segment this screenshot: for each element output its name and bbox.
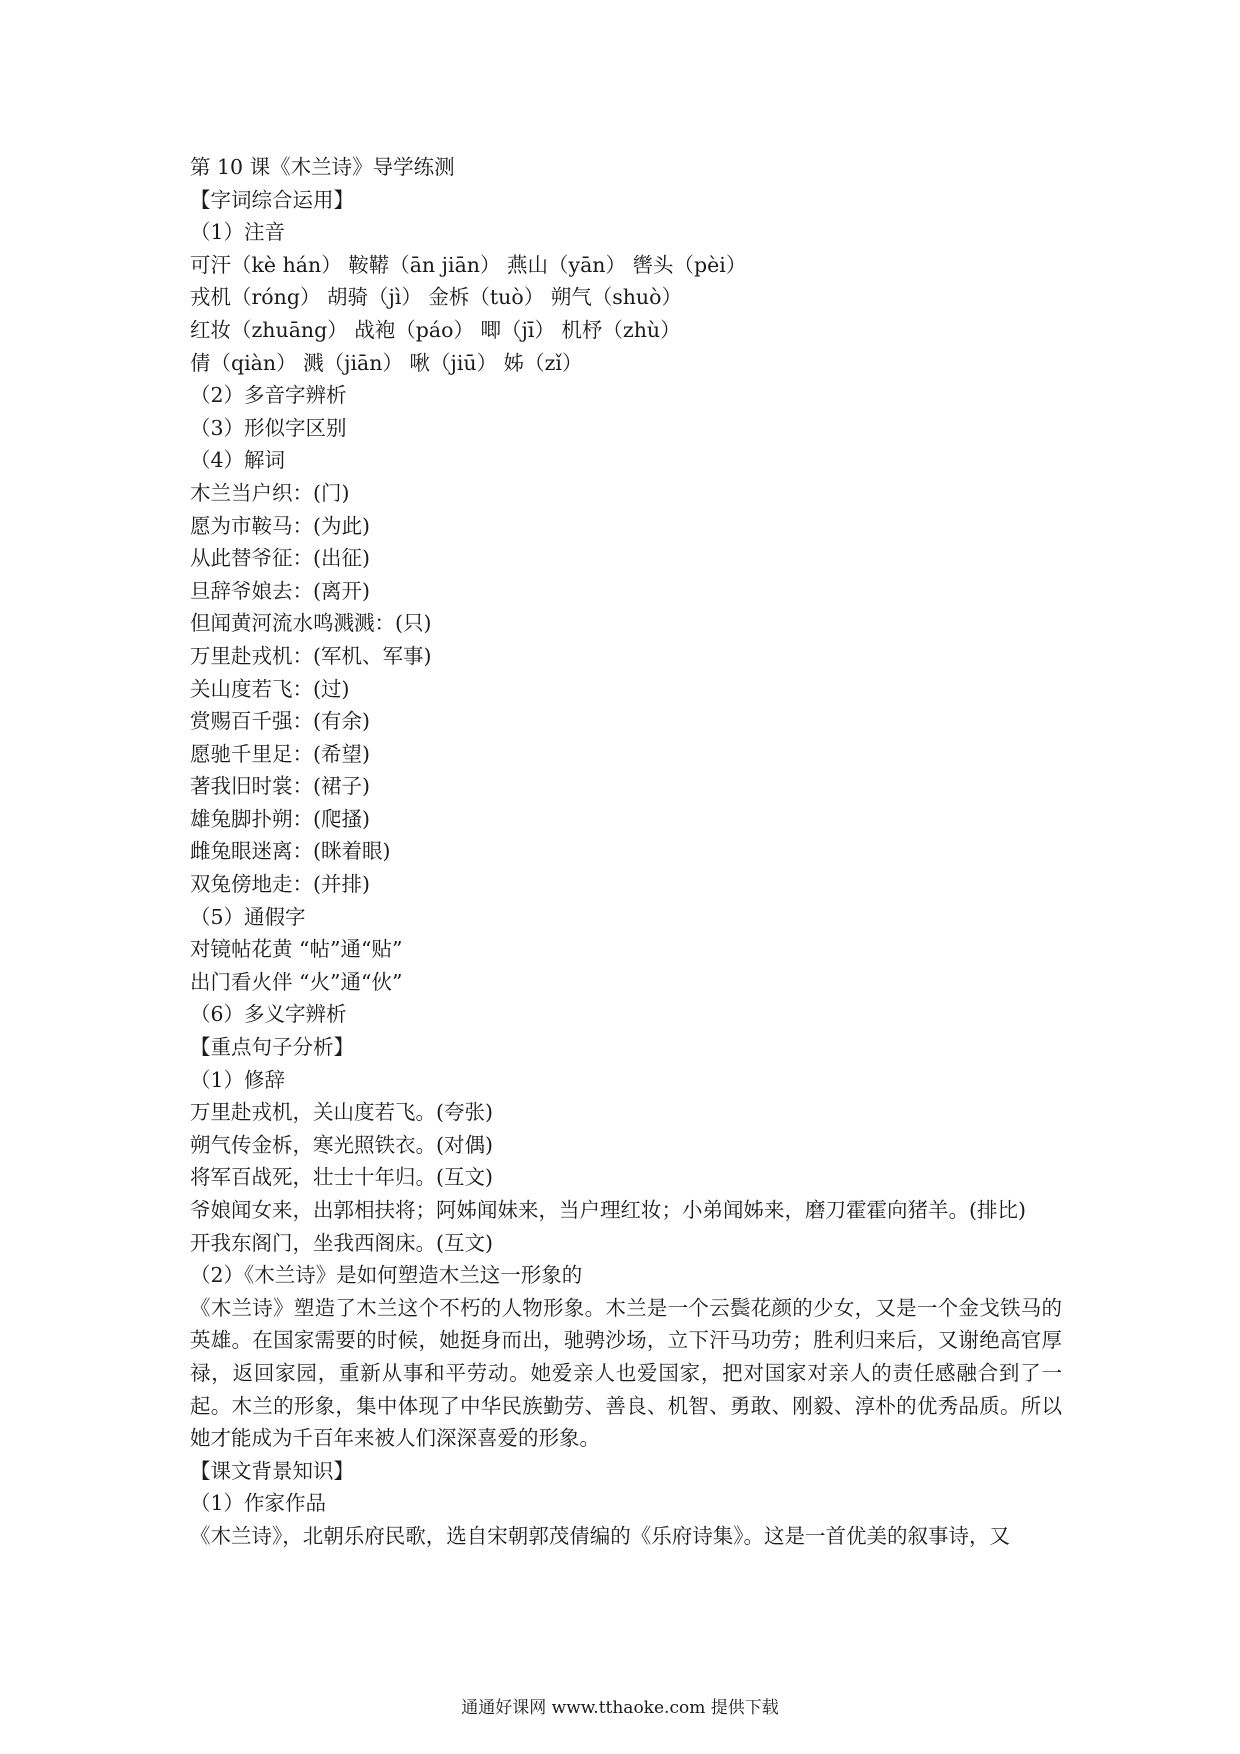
document-body	[190, 151, 1062, 1553]
word-meaning-item: 从此替爷征：(出征)	[190, 546, 370, 571]
subheading-interchangeable-chars: （5）通假字	[190, 904, 306, 929]
subheading-word-meaning: （4）解词	[190, 448, 286, 473]
page-footer: 通通好课网 www.tthaoke.com 提供下载	[461, 1698, 779, 1718]
author-works-paragraph: 《木兰诗》，北朝乐府民歌，选自宋朝郭茂倩编的《乐府诗集》。这是一首优美的叙事诗，又	[190, 1523, 1010, 1548]
rhetoric-item: 朔气传金柝，寒光照铁衣。(对偶)	[190, 1132, 493, 1157]
interchangeable-char-item: 出门看火伴 “火”通“伙”	[190, 969, 403, 994]
pinyin-line: 可汗（kè hán） 鞍鞯（ān jiān） 燕山（yān） 辔头（pèi）	[190, 252, 747, 277]
lesson-title: 第 10 课《木兰诗》导学练测	[190, 155, 455, 179]
word-meaning-item: 木兰当户织：(门)	[190, 480, 350, 505]
word-meaning-item: 关山度若飞：(过)	[190, 676, 350, 701]
subheading-author-works: （1）作家作品	[190, 1491, 327, 1516]
subheading-character-image: （2）《木兰诗》是如何塑造木兰这一形象的	[190, 1263, 583, 1288]
word-meaning-item: 雌兔眼迷离：(眯着眼)	[190, 839, 391, 864]
word-meaning-item: 赏赐百千强：(有余)	[190, 709, 370, 734]
rhetoric-item: 将军百战死，壮士十年归。(互文)	[190, 1165, 493, 1190]
section-heading-key-sentences: 【重点句子分析】	[190, 1035, 354, 1060]
subheading-polysemy: （6）多义字辨析	[190, 1002, 347, 1027]
subheading-polyphones: （2）多音字辨析	[190, 383, 347, 408]
word-meaning-item: 万里赴戎机：(军机、军事)	[190, 643, 432, 668]
pinyin-line: 倩（qiàn） 溅（jiān） 啾（jiū） 姊（zǐ）	[190, 350, 583, 375]
subheading-rhetoric: （1）修辞	[190, 1067, 286, 1092]
rhetoric-item: 开我东阁门，坐我西阁床。(互文)	[190, 1230, 493, 1255]
word-meaning-item: 旦辞爷娘去：(离开)	[190, 578, 370, 603]
word-meaning-item: 但闻黄河流水鸣溅溅：(只)	[190, 611, 432, 636]
pinyin-line: 戎机（róng） 胡骑（jì） 金柝（tuò） 朔气（shuò）	[190, 285, 682, 310]
character-image-paragraph: 《木兰诗》塑造了木兰这个不朽的人物形象。木兰是一个云鬓花颜的少女，又是一个金戈铁马的英雄。在国家需要的时候，她挺身而出，驰骋沙场，立下汗马功劳；胜利归来后，又谢绝高官厚禄，返回家园，重新从事和平劳动。她爱亲人也爱国家，把对国家对亲人的责任感融合到了一起。木兰的形象，集中体现了中华民族勤劳、善良、机智、勇敢、刚毅、淳朴的优秀品质。所以她才能成为千百年来被人们深深喜爱的形象。	[190, 1295, 1062, 1451]
section-heading-background: 【课文背景知识】	[190, 1458, 354, 1483]
rhetoric-item: 万里赴戎机，关山度若飞。(夸张)	[190, 1100, 493, 1125]
subheading-similar-chars: （3）形似字区别	[190, 415, 347, 440]
word-meaning-item: 愿驰千里足：(希望)	[190, 741, 370, 766]
word-meaning-item: 雄兔脚扑朔：(爬搔)	[190, 806, 370, 831]
word-meaning-item: 著我旧时裳：(裙子)	[190, 774, 370, 799]
word-meaning-item: 愿为市鞍马：(为此)	[190, 513, 370, 538]
interchangeable-char-item: 对镜帖花黄 “帖”通“贴”	[190, 937, 403, 962]
word-meaning-item: 双兔傍地走：(并排)	[190, 872, 370, 897]
section-heading-vocabulary: 【字词综合运用】	[190, 187, 354, 212]
pinyin-line: 红妆（zhuāng） 战袍（páo） 唧（jī） 机杼（zhù）	[190, 317, 681, 342]
rhetoric-item-parallelism: 爷娘闻女来，出郭相扶将；阿姊闻妹来，当户理红妆；小弟闻姊来，磨刀霍霍向猪羊。(排比)	[190, 1198, 1026, 1222]
subheading-pinyin: （1）注音	[190, 220, 286, 245]
